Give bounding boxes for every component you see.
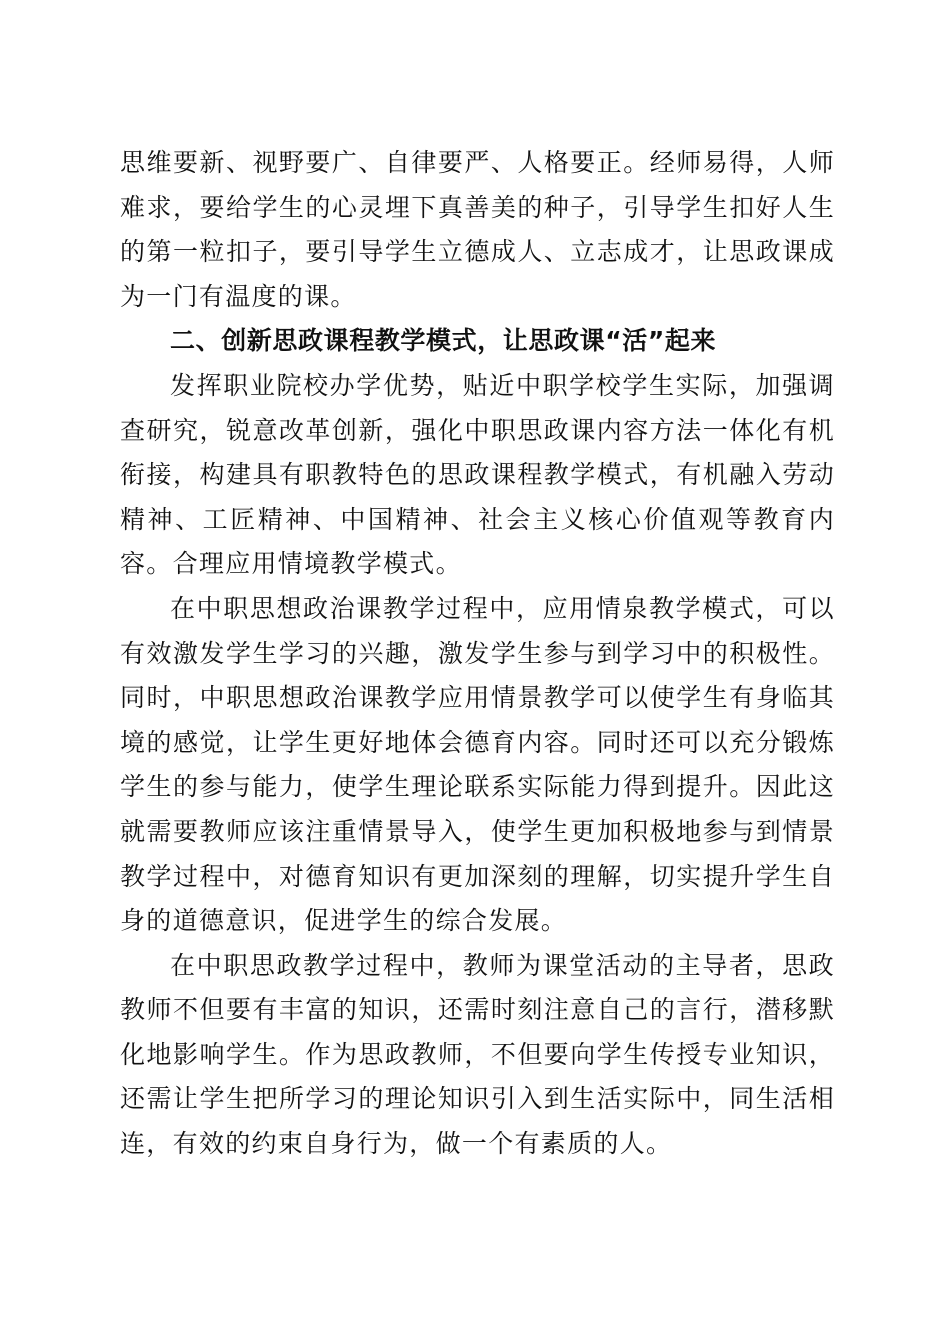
paragraph-teacher-role: 在中职思政教学过程中，教师为课堂活动的主导者，思政教师不但要有丰富的知识，还需时刻注意自己的言行，潜移默化地影响学生。作为思政教师，不但要向学生传授专业知识，还需让学生把所学习的理论知识引入到生活实际中，同生活相连，有效的约束自身行为，做一个有素质的人。 (120, 950, 835, 1159)
section-heading: 二、创新思政课程教学模式，让思政课“活”起来 (170, 326, 717, 356)
paragraph-situational-teaching: 在中职思想政治课教学过程中，应用情泉教学模式，可以有效激发学生学习的兴趣，激发学生参与到学习中的积极性。同时，中职思想政治课教学应用情景教学可以使学生有身临其境的感觉，让学生更好地体会德育内容。同时还可以充分锻炼学生的参与能力，使学生理论联系实际能力得到提升。因此这就需要教师应该注重情景导入，使学生更加积极地参与到情景教学过程中，对德育知识有更加深刻的理解，切实提升学生自身的道德意识，促进学生的综合发展。 (120, 593, 835, 936)
paragraph-vocational-advantages: 发挥职业院校办学优势，贴近中职学校学生实际，加强调查研究，锐意改革创新，强化中职思政课内容方法一体化有机衔接，构建具有职教特色的思政课程教学模式，有机融入劳动精神、工匠精神、中国精神、社会主义核心价值观等教育内容。合理应用情境教学模式。 (120, 370, 835, 579)
paragraph-continuation: 思维要新、视野要广、自律要严、人格要正。经师易得，人师难求，要给学生的心灵埋下真善美的种子，引导学生扣好人生的第一粒扣子，要引导学生立德成人、立志成才，让思政课成为一门有温度的课。 (120, 148, 835, 311)
document-page (120, 141, 835, 1167)
